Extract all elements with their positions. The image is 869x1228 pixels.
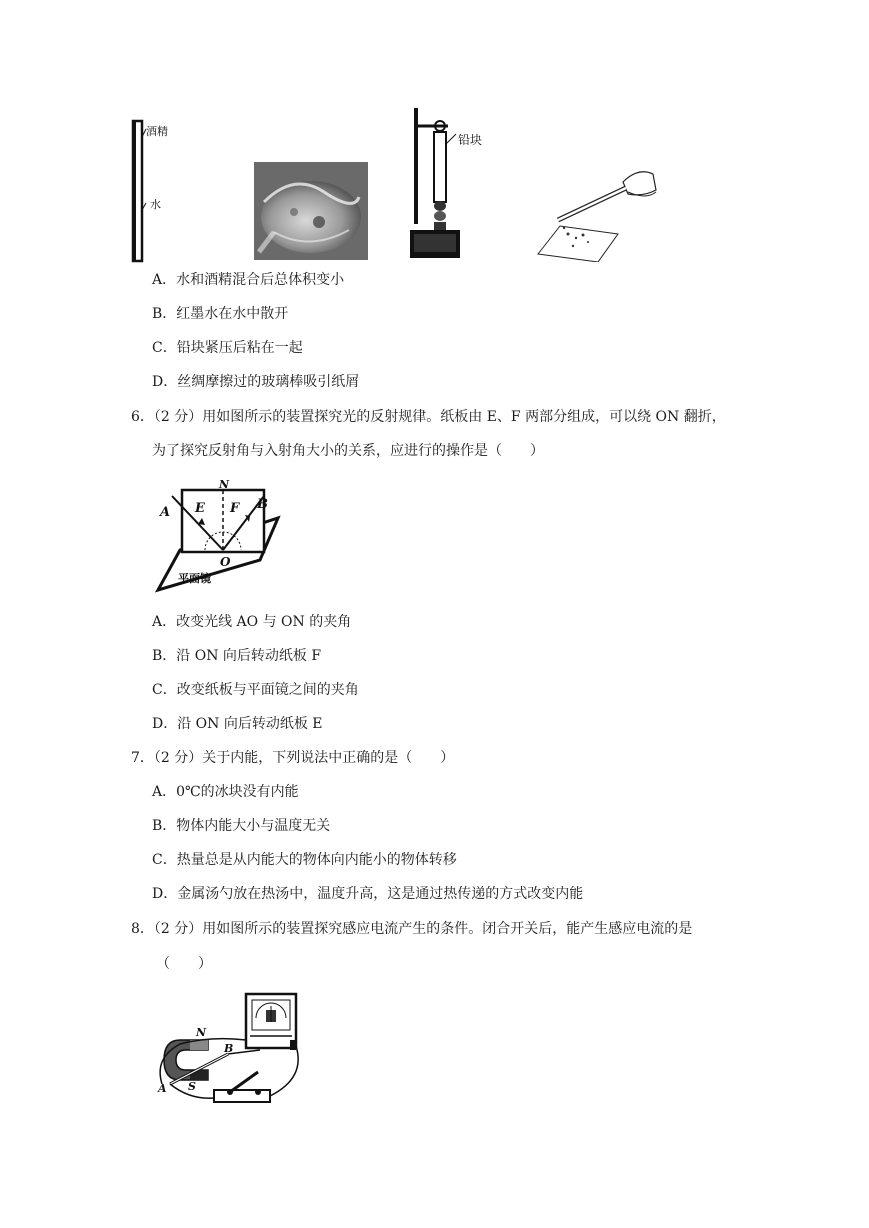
label-f: F (230, 501, 240, 516)
q6-option-b: B．沿 ON 向后转动纸板 F (152, 648, 322, 664)
q8-stem-line2: （ ） (156, 956, 212, 972)
label-lead-block: 铅块 (458, 133, 483, 147)
label-a: A (158, 1082, 167, 1095)
q6-stem-line1: 6．（2 分）用如图所示的装置探究光的反射规律。纸板由 E、F 两部分组成，可以绕 ON 翻折， (131, 409, 726, 425)
label-mirror: 平面镜 (178, 572, 211, 585)
q7-option-a: A．0℃的冰块没有内能 (152, 784, 299, 800)
q5-option-c: C．铅块紧压后粘在一起 (152, 340, 303, 356)
label-b: B (224, 1042, 234, 1055)
q5-figure-tube (128, 115, 198, 265)
q6-figure-reflection (150, 478, 290, 596)
q6-stem-line2: 为了探究反射角与入射角大小的关系，应进行的操作是（ ） (152, 443, 544, 459)
q8-figure-induction (150, 988, 310, 1110)
label-n: N (196, 1026, 207, 1039)
q5-option-d: D．丝绸摩擦过的玻璃棒吸引纸屑 (152, 374, 360, 390)
label-e: E (195, 501, 205, 516)
q5-figure-glass-rod (528, 162, 663, 262)
label-a: A (160, 505, 171, 520)
q7-stem: 7．（2 分）关于内能，下列说法中正确的是（ ） (131, 750, 455, 766)
q5-figure-lead-blocks (400, 104, 500, 264)
label-s: S (188, 1080, 196, 1093)
label-water: 水 (150, 198, 161, 211)
q5-option-b: B．红墨水在水中散开 (152, 306, 289, 322)
q7-option-d: D．金属汤勺放在热汤中，温度升高，这是通过热传递的方式改变内能 (152, 886, 584, 902)
q6-option-d: D．沿 ON 向后转动纸板 E (152, 716, 323, 732)
q5-figure-ink-photo (254, 162, 368, 260)
label-n: N (219, 478, 230, 491)
q6-option-c: C．改变纸板与平面镜之间的夹角 (152, 682, 359, 698)
label-b: B (257, 497, 268, 512)
q6-option-a: A．改变光线 AO 与 ON 的夹角 (152, 614, 352, 630)
q7-option-b: B．物体内能大小与温度无关 (152, 818, 331, 834)
q7-option-c: C．热量总是从内能大的物体向内能小的物体转移 (152, 852, 457, 868)
q8-stem-line1: 8．（2 分）用如图所示的装置探究感应电流产生的条件。闭合开关后，能产生感应电流的是 (131, 921, 693, 937)
label-alcohol: 酒精 (146, 125, 168, 138)
label-o: O (220, 555, 231, 569)
q5-option-a: A．水和酒精混合后总体积变小 (152, 272, 345, 288)
